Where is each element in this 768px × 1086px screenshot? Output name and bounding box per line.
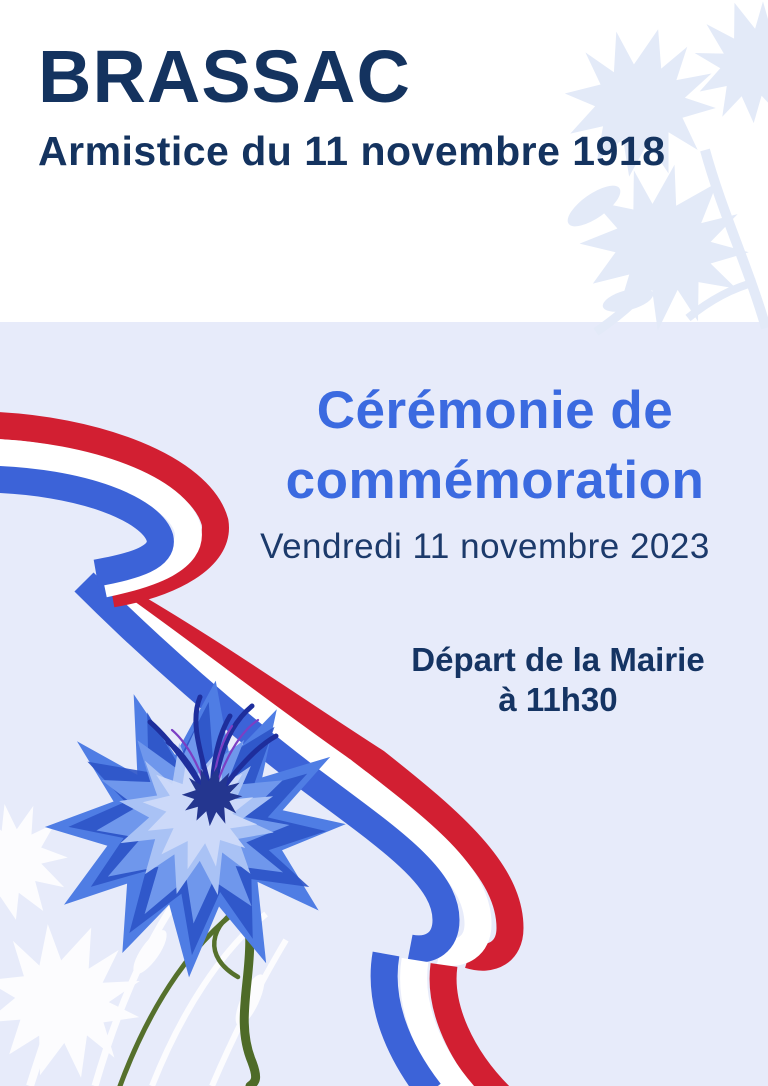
departure-line1: Départ de la Mairie (411, 641, 705, 678)
departure-info (400, 640, 716, 719)
event-date: Vendredi 11 novembre 2023 (260, 527, 710, 566)
departure-line2: à 11h30 (498, 680, 618, 718)
armistice-subtitle: Armistice du 11 novembre 1918 (38, 128, 666, 174)
event-title-line1: Cérémonie de (316, 381, 674, 440)
cornflower-silhouettes-top-right-icon (547, 0, 768, 363)
event-title-line2: commémoration (285, 450, 705, 510)
event-title (262, 376, 728, 516)
municipality-title: BRASSAC (38, 35, 411, 118)
